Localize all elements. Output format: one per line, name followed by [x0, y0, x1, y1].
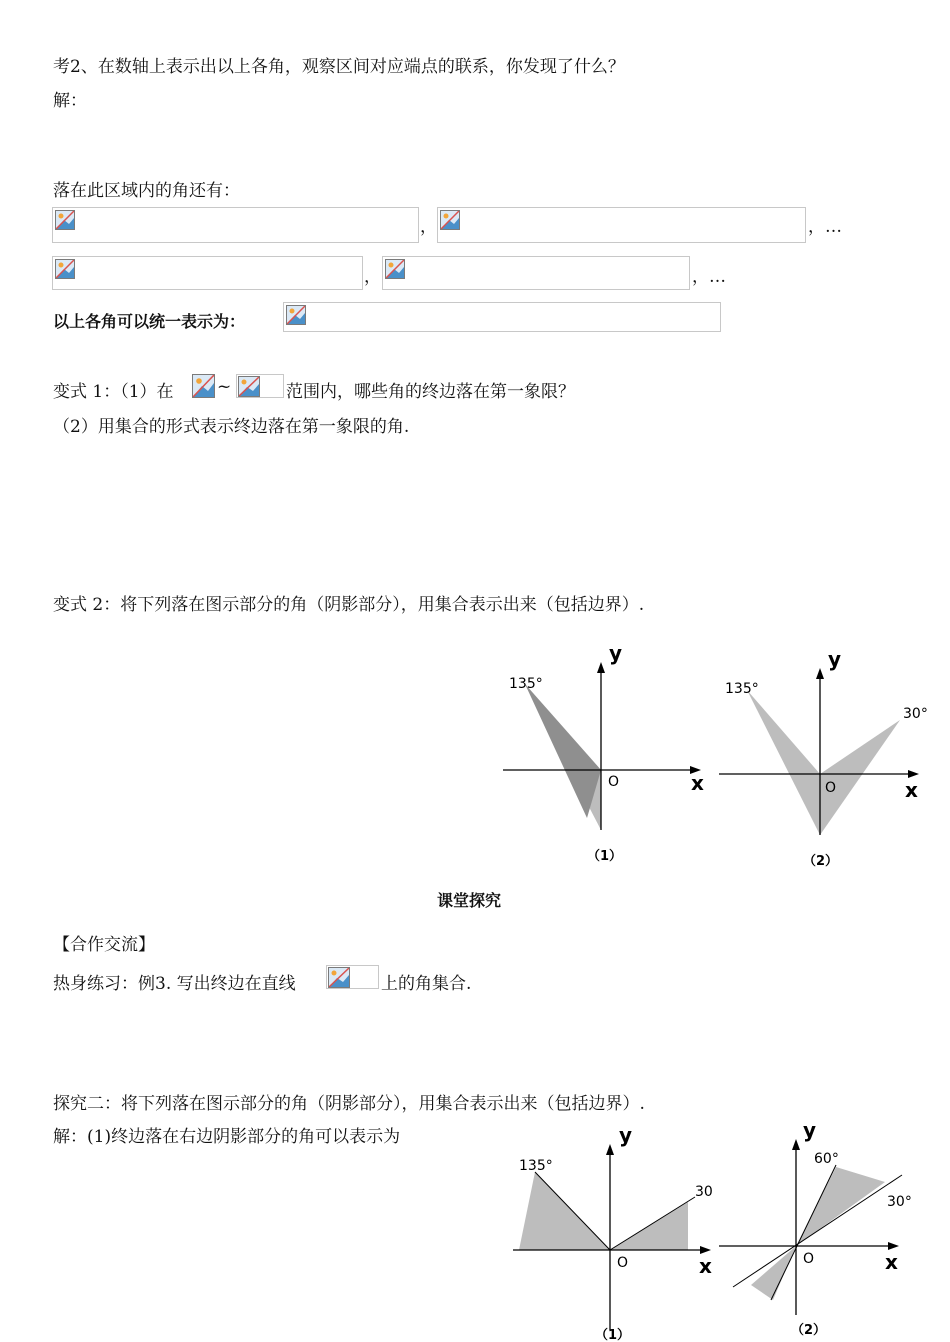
figure-caption-2: （2） — [791, 1323, 827, 1338]
broken-image-icon — [328, 967, 350, 988]
variant-1-part-b: 范围内，哪些角的终边落在第一象限？ — [286, 382, 575, 402]
y-arrow-icon — [606, 1144, 614, 1155]
line-equation-box[interactable] — [326, 965, 379, 989]
question-2: 考2、在数轴上表示出以上各角，观察区间对应端点的联系，你发现了什么？ — [53, 57, 625, 77]
line-60 — [771, 1165, 836, 1300]
angle-label-30: 30° — [887, 1194, 912, 1210]
angle-label-30: 30° — [903, 706, 928, 722]
broken-image-icon — [55, 210, 75, 230]
warmup-part-b: 上的角集合. — [381, 974, 472, 994]
angle-label-60: 60° — [814, 1151, 839, 1167]
angle-label-135: 135° — [519, 1158, 553, 1174]
answer-box-2[interactable] — [437, 207, 806, 243]
comma: ， — [420, 217, 437, 237]
broken-image-icon — [385, 259, 405, 279]
shaded-region-dark — [525, 684, 601, 818]
x-label: x — [905, 778, 918, 802]
unified-answer-box[interactable] — [283, 302, 721, 332]
figure-set-1 — [495, 640, 935, 872]
x-arrow-icon — [908, 770, 919, 778]
broken-image-icon — [286, 305, 306, 325]
explore-2: 探究二：将下列落在图示部分的角（阴影部分），用集合表示出来（包括边界）. — [53, 1094, 645, 1114]
y-arrow-icon — [816, 668, 824, 679]
variant-1-part-a: 变式 1：（1）在 — [53, 382, 174, 402]
origin-label: O — [803, 1251, 815, 1267]
angle-label-30: 30 — [695, 1184, 713, 1200]
also-in-region-text: 落在此区域内的角还有： — [53, 181, 240, 201]
x-arrow-icon — [888, 1242, 899, 1250]
section-title: 课堂探究 — [437, 891, 502, 910]
figure-caption-1: （1） — [595, 1328, 631, 1342]
y-label: y — [803, 1118, 817, 1142]
shaded-region — [519, 1172, 610, 1250]
variant-2: 变式 2：将下列落在图示部分的角（阴影部分），用集合表示出来（包括边界）. — [53, 595, 645, 615]
angle-label-135: 135° — [725, 681, 759, 697]
x-arrow-icon — [700, 1246, 711, 1254]
angle-label-135: 135° — [509, 676, 543, 692]
explore-2-answer: 解：(1)终边落在右边阴影部分的角可以表示为 — [53, 1127, 401, 1147]
y-arrow-icon — [792, 1139, 800, 1150]
origin-label: O — [608, 774, 620, 790]
shaded-region — [751, 1246, 796, 1300]
broken-image-icon — [238, 376, 260, 397]
ellipsis: ，… — [808, 217, 842, 237]
x-label: x — [885, 1250, 898, 1274]
x-label: x — [691, 771, 704, 795]
broken-image-icon — [55, 259, 75, 279]
figure-set-2 — [505, 1115, 945, 1342]
shaded-region — [796, 1167, 885, 1246]
x-label: x — [699, 1254, 712, 1278]
shaded-region — [747, 690, 820, 835]
answer-label-1: 解： — [53, 91, 87, 111]
broken-image-icon — [192, 374, 215, 398]
unified-label: 以上各角可以统一表示为： — [53, 312, 246, 331]
origin-label: O — [825, 780, 837, 796]
answer-box-4[interactable] — [382, 256, 690, 290]
y-label: y — [609, 641, 623, 665]
y-arrow-icon — [597, 662, 605, 673]
line-30 — [733, 1175, 902, 1287]
warmup-part-a: 热身练习：例3. 写出终边在直线 — [53, 974, 296, 994]
y-label: y — [619, 1123, 633, 1147]
cooperation-heading: 【合作交流】 — [53, 935, 155, 955]
answer-box-3[interactable] — [52, 256, 363, 290]
tilde: ~ — [217, 377, 232, 397]
y-label: y — [828, 647, 842, 671]
origin-label: O — [617, 1255, 629, 1271]
figure-caption-1: （1） — [587, 849, 623, 864]
figure-caption-2: （2） — [803, 854, 839, 869]
answer-box-1[interactable] — [52, 207, 419, 243]
variant-1-q2: （2）用集合的形式表示终边落在第一象限的角. — [53, 417, 410, 437]
range-box[interactable] — [236, 374, 284, 398]
shaded-region — [820, 720, 900, 835]
broken-image-icon — [440, 210, 460, 230]
comma: ， — [364, 267, 381, 287]
ellipsis: ，… — [692, 267, 726, 287]
